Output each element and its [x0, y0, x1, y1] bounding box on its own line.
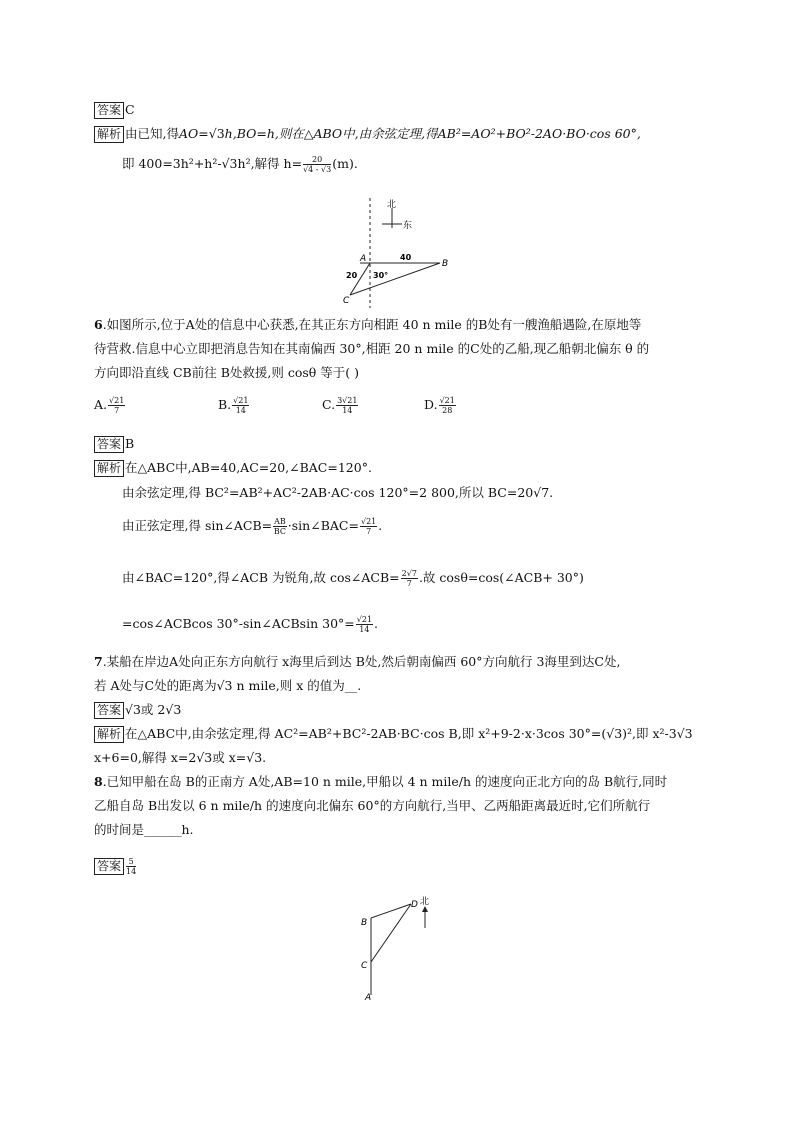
fraction	[360, 517, 377, 536]
q5-analysis-line1	[94, 122, 641, 146]
analysis-tag: 解析	[94, 126, 124, 143]
answer-tag: 答案	[94, 702, 124, 719]
q8-stem-line1	[94, 770, 667, 794]
text: 乙船自岛 B出发以 6 n mile/h 的速度向北偏东 60°的方向航行,当甲、乙两船距离最近时,它们所航行	[94, 798, 651, 813]
text: (m).	[332, 156, 358, 171]
numerator: 20	[303, 155, 331, 165]
numerator: 2√7	[401, 569, 417, 578]
point-b-label: B	[442, 259, 449, 269]
answer-value: C	[125, 102, 135, 117]
denominator: 14	[126, 867, 137, 876]
q5-analysis-line2	[122, 152, 358, 176]
text: h²,解得 h=	[237, 156, 303, 171]
text: .已知甲船在岛 B的正南方 A处,AB=10 n mile,甲船以 4 n mile/h 的速度向正北方向的岛 B航行,同时	[102, 774, 668, 789]
q7-answer-row	[94, 698, 181, 722]
q7-stem-line1	[94, 650, 620, 674]
point-d-label: D	[411, 900, 418, 910]
text: .故 cosθ=cos(∠ACB+ 30°)	[418, 570, 584, 585]
option-a[interactable]	[94, 396, 126, 415]
point-c-label: C	[361, 961, 368, 971]
text: .某船在岸边A处向正东方向航行 x海里后到达 B处,然后朝南偏西 60°方向航行 3海里到达C处,	[102, 654, 621, 669]
option-b[interactable]	[218, 396, 250, 415]
question-number: 6	[94, 317, 103, 332]
q8-answer-row	[94, 854, 137, 878]
text: 在△ABC中,AB=40,AC=20,∠BAC=120°.	[125, 460, 372, 475]
text: 由余弦定理,得 BC²=AB²+AC²-2AB·AC·cos 120°=2 800,所以 BC=20	[122, 485, 534, 500]
option-label: A.	[94, 397, 108, 412]
q6-stem-line3	[94, 361, 359, 385]
option-label: B.	[218, 397, 232, 412]
text: 由正弦定理,得 sin∠ACB=	[122, 518, 273, 533]
fraction	[232, 396, 249, 415]
text: ·sin∠BAC=	[287, 518, 359, 533]
denominator: 28	[442, 406, 453, 415]
text: √7	[533, 485, 550, 500]
segment-bd	[371, 904, 411, 918]
figure-2	[355, 890, 445, 1005]
fraction	[108, 396, 125, 415]
text: 方向即沿直线 CB前往 B处救援,则 cosθ 等于( )	[94, 365, 359, 380]
north-label: 北	[420, 897, 430, 907]
text: AO=	[179, 126, 209, 141]
text: n mile,则 x 的值为__.	[232, 678, 362, 693]
denominator: √4 - √3	[303, 165, 332, 174]
denominator: BC	[273, 527, 287, 536]
q8-stem-line3	[94, 818, 194, 842]
text: x+6=0,解得 x=2√3或 x=√3.	[94, 750, 267, 765]
q6-stem-line2	[94, 337, 649, 361]
numerator: √21	[360, 517, 377, 526]
text: =cos∠ACBcos 30°-sin∠ACBsin 30°=	[122, 616, 355, 631]
text: 待营救.信息中心立即把消息告知在其南偏西 30°,相距 20 n mile 的C处的乙船,现乙船朝北偏东 θ 的	[94, 341, 650, 356]
numerator: AB	[274, 517, 286, 526]
option-label: D.	[424, 397, 438, 412]
denominator: 7	[366, 527, 372, 536]
distance-40-label: 40	[400, 253, 412, 262]
denominator: 7	[406, 579, 412, 588]
text: .如图所示,位于A处的信息中心获悉,在其正东方向相距 40 n mile 的B处有一艘渔船遇险,在原地等	[102, 317, 642, 332]
q6-analysis-line5	[122, 612, 378, 636]
text: h,BO=h,则在△ABO中,由余弦定理,得AB²=AO²+BO²-2AO·BO·cos 60°,	[224, 126, 641, 141]
fraction	[303, 155, 331, 174]
q6-analysis-line2	[122, 481, 553, 505]
text: 在△ABC中,由余弦定理,得 AC²=AB²+BC²-2AB·BC·cos B,即 x²+9-2·x·3cos 30°=(√3)²,即 x²-3√3	[125, 726, 693, 741]
denominator: 14	[235, 406, 246, 415]
point-b-label: B	[361, 918, 368, 928]
answer-tag: 答案	[94, 436, 124, 453]
q5-answer-row	[94, 98, 135, 122]
distance-20-label: 20	[346, 271, 358, 280]
q6-analysis-line1	[94, 456, 372, 480]
numerator: 5	[126, 857, 136, 867]
fraction	[273, 517, 287, 536]
numerator: √21	[109, 396, 125, 405]
denominator: 14	[342, 406, 353, 415]
text: 即 400=3h²+h²-	[122, 156, 222, 171]
numerator: 3√21	[337, 396, 358, 405]
text: √3	[221, 156, 238, 171]
answer-value: B	[125, 436, 135, 451]
numerator: √21	[233, 396, 249, 405]
point-a-label: A	[365, 993, 372, 1003]
option-c[interactable]	[322, 396, 359, 415]
q7-analysis-line1	[94, 722, 693, 746]
analysis-tag: 解析	[94, 460, 124, 477]
q8-stem-line2	[94, 794, 650, 818]
north-label: 北	[387, 200, 397, 210]
text: √3	[208, 126, 225, 141]
point-a-label: A	[360, 254, 367, 264]
east-label: 东	[403, 221, 413, 231]
question-number: 8	[94, 774, 103, 789]
numerator: √21	[439, 396, 455, 405]
segment-cd	[371, 904, 411, 962]
text: .	[549, 485, 554, 500]
answer-value: √3或 2√3	[125, 702, 182, 717]
text: .	[378, 518, 383, 533]
segment-cb	[350, 263, 440, 295]
option-label: C.	[322, 397, 336, 412]
answer-tag: 答案	[94, 102, 124, 119]
text: .	[374, 616, 379, 631]
fraction	[439, 396, 456, 415]
figure-1	[330, 198, 470, 308]
text: 若 A处与C处的距离为	[94, 678, 217, 693]
text: 的时间是______h.	[94, 822, 194, 837]
option-d[interactable]	[424, 396, 457, 415]
numerator: √21	[356, 615, 373, 624]
analysis-tag: 解析	[94, 726, 124, 743]
q7-analysis-line2	[94, 746, 266, 770]
answer-tag: 答案	[94, 858, 124, 875]
angle-30-label: 30°	[373, 271, 389, 280]
q6-analysis-line3	[122, 514, 382, 538]
question-number: 7	[94, 654, 103, 669]
q6-analysis-line4	[122, 566, 584, 590]
denominator: 14	[359, 625, 370, 634]
fraction	[126, 857, 136, 876]
text: 由∠BAC=120°,得∠ACB 为锐角,故 cos∠ACB=	[122, 570, 400, 585]
q7-stem-line2	[94, 674, 361, 698]
text: √3	[216, 678, 233, 693]
text: 由已知,得	[125, 126, 179, 141]
denominator: 7	[114, 406, 120, 415]
point-c-label: C	[343, 296, 350, 306]
q6-stem-line1	[94, 313, 641, 337]
fraction	[401, 569, 418, 588]
q6-answer-row	[94, 432, 134, 456]
fraction	[336, 396, 358, 415]
fraction	[356, 615, 373, 634]
